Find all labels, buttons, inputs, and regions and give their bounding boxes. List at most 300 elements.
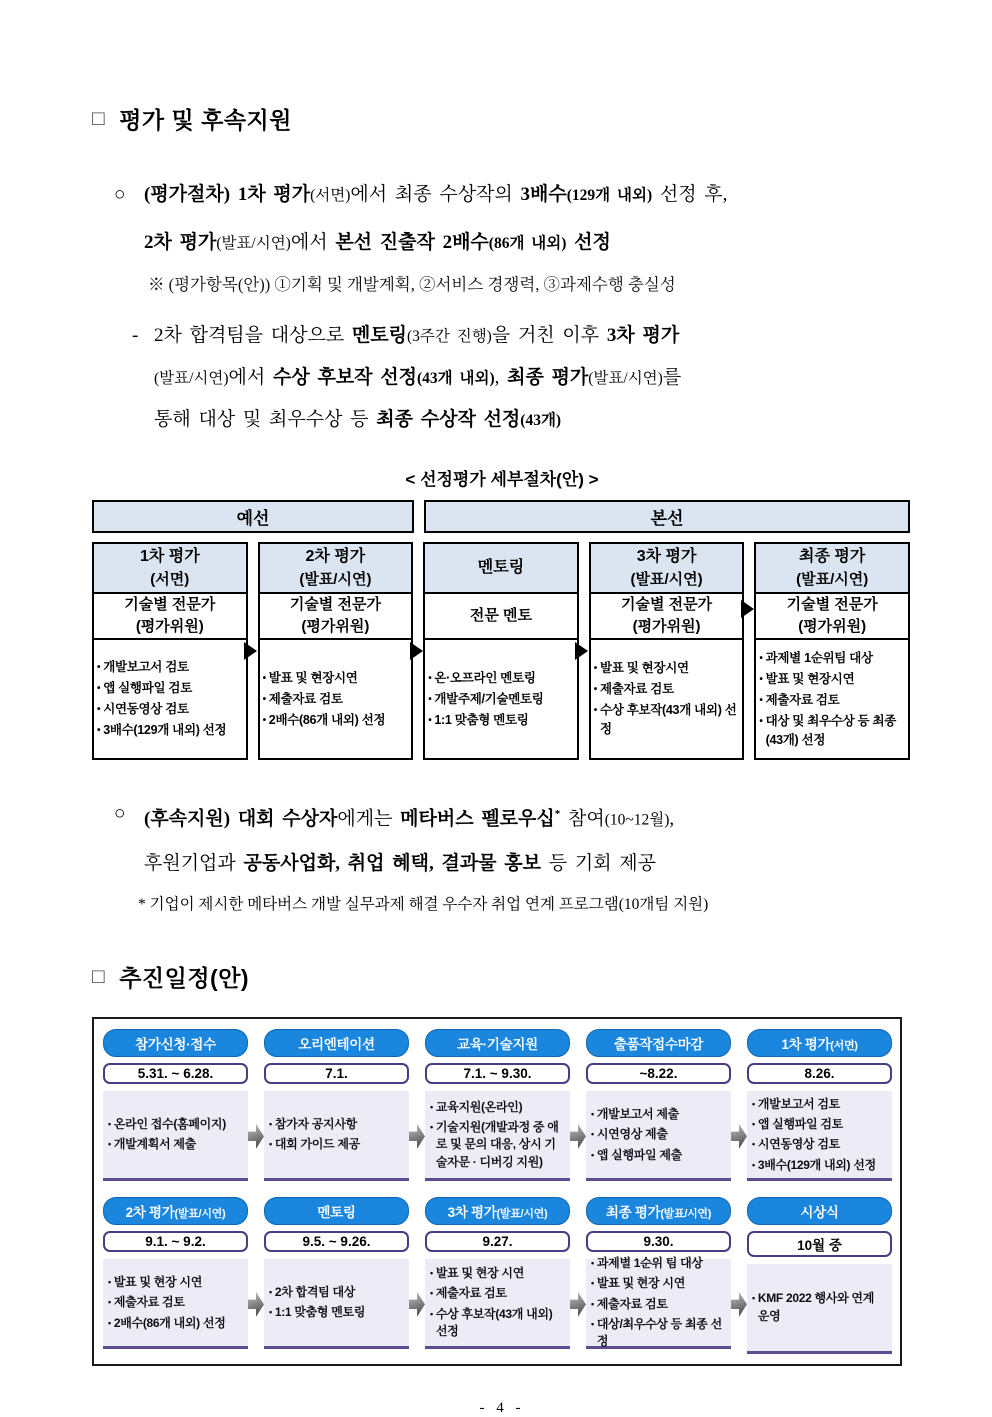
bullet-item [759,670,905,689]
table-caption: < 선정평가 세부절차(안) > [405,470,599,489]
card-title [747,1029,892,1057]
bullet-text: 참가자 공지사항 [274,1116,357,1131]
text-segment: (서면) [310,187,351,204]
schedule-card-education-support [425,1029,570,1181]
circle-bullet-icon: ○ [114,803,126,824]
table-columns-row [92,542,910,760]
bullet-dot-icon: • [430,1288,433,1299]
text-segment: 메타버스 펠로우십 [400,808,555,830]
text-segment: 2차 평가 [144,232,217,253]
bullet-text: 발표 및 현장 시연 [596,1276,686,1291]
bullet-dot-icon: • [262,693,266,705]
text-segment: 에서 [290,232,336,253]
circle-bullet-icon: ○ [114,184,126,205]
bullet-item [269,1136,404,1153]
bullet-text: 기술지원(개발과정 중 애로 및 문의 대응, 상시 기술자문 · 디버깅 지원) [435,1119,559,1169]
text-segment: (발표/시연) [154,370,229,387]
table-column-mentoring [423,542,579,760]
column-subtitle: (발표/시연) [299,570,372,588]
dash-bullet-icon: - [132,325,139,346]
text-segment: (평가절차) [144,184,238,205]
bullet-text: 발표 및 현장시연 [268,670,358,685]
card-title-paren: (서면) [830,1040,858,1053]
arrow-right-icon [741,600,754,618]
column-header [94,544,246,594]
card-bullet-list [264,1091,409,1181]
bullet-dot-icon: • [591,1298,594,1309]
bullet-dot-icon: • [97,704,101,715]
column-subtitle: (서면) [150,570,190,588]
bullet-item [752,1116,887,1133]
bullet-text: 시연동영상 검토 [757,1137,840,1152]
arrow-right-icon [570,1123,586,1149]
paragraph-support [114,792,912,886]
arrow-right-icon [575,642,588,660]
bullet-text: 대상 및 최우수상 등 최종(43개) 선정 [765,713,897,747]
card-title-text: 1차 평가 [781,1037,831,1053]
bullet-item [591,1296,726,1313]
text-segment: 최종 수상작 선정 [376,409,521,430]
bullet-item [263,690,409,709]
column-role [260,594,412,640]
bullet-text: 개발보고서 검토 [103,660,189,674]
text-segment: 본선 진출작 2배수 [335,232,489,253]
card-title-text: 최종 평가 [605,1205,661,1221]
section-heading-schedule [92,960,912,993]
card-title-text: 출품작접수마감 [613,1037,704,1053]
schedule-card-eval2 [103,1197,248,1354]
paragraph-lines [144,792,674,886]
bullet-dot-icon: • [108,1276,111,1287]
role-line: (평가위원) [632,618,701,635]
bullet-item [594,701,740,739]
group-header-finals: 본선 [424,500,910,533]
text-segment: 3배수 [520,184,567,205]
bullet-text: 개발계획서 제출 [113,1137,196,1152]
bullet-dot-icon: • [591,1108,594,1119]
schedule-row-2 [103,1197,891,1354]
card-bullet-list [586,1091,731,1181]
bullet-text: 과제별 1순위 팀 대상 [596,1255,703,1270]
table-column-eval1 [92,542,248,760]
card-title [425,1029,570,1057]
column-role [425,594,577,640]
paragraph-procedure [114,171,912,267]
bullet-item [108,1274,243,1291]
card-title [264,1029,409,1057]
card-title [747,1197,892,1225]
text-segment: 선정 후, [652,184,728,205]
text-segment: 2차 합격팀을 대상으로 [154,325,352,346]
column-title: 1차 평가 [139,548,200,566]
card-title [264,1197,409,1225]
bullet-item [269,1116,404,1133]
paragraph-lines [144,171,727,267]
bullet-item [430,1265,565,1282]
bullet-item [428,669,574,688]
bullet-dot-icon: • [591,1129,594,1140]
text-segment: (3주간 진행) [407,328,492,345]
bullet-dot-icon: • [269,1307,272,1318]
arrow-right-icon [410,642,423,660]
table-column-eval3 [589,542,745,760]
column-header [756,544,908,594]
bullet-text: 3배수(129개 내외) 선정 [103,723,227,737]
card-date: 9.27. [425,1231,570,1252]
bullet-dot-icon: • [428,672,432,684]
card-title-text: 교육·기술지원 [457,1037,538,1053]
bullet-dot-icon: • [752,1118,755,1129]
text-segment: , [494,367,508,388]
bullet-text: 교육지원(온라인) [435,1099,523,1114]
column-bullet-list [756,640,908,758]
paragraph-line [154,315,681,357]
column-role [94,594,246,640]
role-line: 기술별 전문가 [621,596,713,614]
bullet-item [108,1116,243,1133]
text-segment: (10~12월) [604,811,670,829]
paragraph-lines [154,315,681,441]
bullet-text: KMF 2022 행사와 연계 운영 [757,1291,875,1323]
text-segment: 에서 [228,367,273,388]
bullet-dot-icon: • [759,694,763,706]
schedule-card-submission-deadline [586,1029,731,1181]
bullet-dot-icon: • [262,714,266,726]
bullet-dot-icon: • [430,1101,433,1112]
card-title-text: 멘토링 [317,1205,356,1221]
arrow-right-icon [409,1123,425,1149]
bullet-dot-icon: • [591,1278,594,1289]
bullet-dot-icon: • [108,1139,111,1150]
card-title [586,1197,731,1225]
bullet-text: 개발주제/기술멘토링 [434,691,544,706]
document-content [92,0,912,1417]
text-segment: 선정 [566,232,611,253]
bullet-text: 수상 후보작(43개 내외) 선정 [599,703,737,736]
bullet-item [430,1099,565,1116]
bullet-text: 발표 및 현장시연 [765,671,855,686]
bullet-text: 온·오프라인 멘토링 [434,670,536,685]
bullet-item [752,1136,887,1153]
bullet-item [591,1106,726,1123]
column-bullet-list [260,640,412,758]
text-segment: (43개) [520,412,562,429]
schedule-card-eval1 [747,1029,892,1181]
card-title-text: 참가신청·접수 [135,1037,216,1053]
bullet-item [263,711,409,730]
text-segment: (후속지원) 대회 수상자 [144,808,338,830]
bullet-item [97,721,243,740]
text-segment: 를 [662,367,682,388]
bullet-item [263,669,409,688]
bullet-dot-icon: • [430,1121,433,1132]
bullet-text: 개발보고서 검토 [757,1096,840,1111]
text-segment: (발표/시연) [216,235,291,252]
bullet-dot-icon: • [759,652,763,664]
table-column-eval2 [258,542,414,760]
bullet-dot-icon: • [428,693,432,705]
card-date: 9.5. ~ 9.26. [264,1231,409,1252]
bullet-item [591,1126,726,1143]
card-date: 7.1. ~ 9.30. [425,1063,570,1084]
schedule-row-1 [103,1029,891,1181]
column-header [260,544,412,594]
bullet-item [430,1285,565,1302]
section-heading-evaluation [92,102,912,135]
bullet-item [752,1096,887,1113]
arrow-right-icon [570,1291,586,1317]
bullet-item [108,1294,243,1311]
bullet-item [430,1306,565,1341]
text-segment: 후원기업과 [144,853,244,875]
column-header [591,544,743,594]
bullet-dot-icon: • [269,1139,272,1150]
column-bullet-list [425,640,577,758]
schedule-card-final-eval [586,1197,731,1354]
bullet-item [430,1119,565,1171]
role-line: (평가위원) [301,618,370,635]
bullet-text: 1:1 맞춤형 멘토링 [434,712,529,727]
bullet-text: 제출자료 검토 [599,682,674,697]
bullet-item [591,1316,726,1351]
schedule-card-orientation [264,1029,409,1181]
bullet-dot-icon: • [752,1098,755,1109]
text-segment: 최종 평가 [507,367,589,388]
bullet-text: 제출자료 검토 [596,1296,668,1311]
bullet-text: 제출자료 검토 [765,692,840,707]
bullet-item [428,690,574,709]
role-line: 기술별 전문가 [124,596,216,614]
card-title-paren: (발표/시연) [496,1208,548,1221]
role-line: 전문 멘토 [469,607,533,625]
bullet-item [108,1315,243,1332]
text-segment: 멘토링 [351,325,407,346]
bullet-text: 앱 실행파일 검토 [757,1116,843,1131]
bullet-dot-icon: • [269,1118,272,1129]
paragraph-mentoring [132,315,912,441]
card-bullet-list [264,1259,409,1349]
text-segment: (43개 내외) [416,370,495,387]
bullet-text: 온라인 접수(홈페이지) [113,1116,226,1131]
page-number: - 4 - [479,1400,525,1417]
card-date: 10월 중 [747,1231,892,1257]
bullet-item [759,691,905,710]
card-title [425,1197,570,1225]
card-title-paren: (발표/시연) [174,1208,226,1221]
paragraph-line [154,399,681,441]
arrow-right-icon [248,1291,264,1317]
text-segment: 공동사업화, 취업 혜택, 결과물 홍보 [243,853,541,875]
card-date: 8.26. [747,1063,892,1084]
text-segment: 등 기회 제공 [541,853,657,875]
card-bullet-list [425,1091,570,1181]
bullet-item [594,659,740,678]
card-title-text: 2차 평가 [125,1205,175,1221]
text-segment: 3차 평가 [606,325,680,346]
card-bullet-list [747,1264,892,1354]
bullet-dot-icon: • [759,673,763,685]
text-segment: (129개 내외) [566,187,653,204]
bullet-item [591,1147,726,1164]
column-role [591,594,743,640]
bullet-text: 시연동영상 검토 [103,702,189,716]
bullet-text: 과제별 1순위팀 대상 [765,650,873,665]
card-date: 9.30. [586,1231,731,1252]
text-segment: 에게는 [337,808,401,830]
card-title [586,1029,731,1057]
bullet-item [269,1284,404,1301]
column-header [425,544,577,594]
schedule-card-award-ceremony [747,1197,892,1354]
role-line: 기술별 전문가 [289,596,381,614]
role-line: (평가위원) [135,618,204,635]
square-bullet-icon: □ [92,107,106,130]
column-title: 최종 평가 [799,548,866,566]
bullet-text: 수상 후보작(43개 내외) 선정 [435,1306,553,1339]
text-segment: , [669,808,675,830]
bullet-text: 발표 및 현장시연 [599,661,689,676]
bullet-item [97,700,243,719]
arrow-right-icon [731,1291,747,1317]
card-title-text: 3차 평가 [447,1205,497,1221]
card-title-text: 오리엔테이션 [298,1037,375,1053]
card-title [103,1029,248,1057]
card-title-paren: (발표/시연) [660,1208,712,1221]
bullet-dot-icon: • [430,1268,433,1279]
bullet-item [97,679,243,698]
bullet-item [759,712,905,750]
paragraph-line [144,842,674,886]
bullet-item [752,1290,887,1325]
bullet-item [591,1275,726,1292]
section-heading-text: 추진일정(안) [119,965,250,992]
bullet-text: 개발보고서 제출 [596,1106,679,1121]
table-column-final-eval [754,542,910,760]
column-subtitle: (발표/시연) [630,570,703,588]
bullet-dot-icon: • [269,1286,272,1297]
schedule-diagram [92,1017,902,1366]
column-title: 멘토링 [477,558,525,576]
bullet-item [752,1157,887,1174]
text-segment: 1차 평가 [237,184,311,205]
bullet-dot-icon: • [108,1297,111,1308]
bullet-text: 시연영상 제출 [596,1127,668,1142]
card-date: 9.1. ~ 9.2. [103,1231,248,1252]
arrow-right-icon [409,1291,425,1317]
card-date: ~8.22. [586,1063,731,1084]
card-bullet-list [103,1259,248,1349]
bullet-item [428,711,574,730]
bullet-text: 앱 실행파일 검토 [103,681,192,695]
selection-procedure-table [92,500,910,760]
card-bullet-list [103,1091,248,1181]
text-segment: 을 거친 이후 [491,325,607,346]
bullet-text: 2차 합격팀 대상 [274,1284,356,1299]
bullet-dot-icon: • [591,1149,594,1160]
bullet-text: 발표 및 현장 시연 [113,1274,203,1289]
paragraph-line [144,171,727,219]
bullet-dot-icon: • [97,683,101,694]
arrow-right-icon [731,1123,747,1149]
text-segment: 수상 후보작 선정 [273,367,417,388]
schedule-card-eval3 [425,1197,570,1354]
bullet-text: 3배수(129개 내외) 선정 [757,1157,876,1172]
bullet-dot-icon: • [591,1319,594,1330]
text-segment: * [554,808,561,820]
bullet-item [269,1304,404,1321]
role-line: 기술별 전문가 [786,596,878,614]
card-date: 5.31. ~ 6.28. [103,1063,248,1084]
bullet-dot-icon: • [752,1293,755,1304]
bullet-text: 제출자료 검토 [113,1295,185,1310]
column-title: 2차 평가 [305,548,366,566]
card-title [103,1197,248,1225]
text-segment: (86개 내외) [488,235,567,252]
card-bullet-list [586,1255,731,1349]
bullet-item [594,680,740,699]
card-bullet-list [747,1091,892,1181]
card-bullet-list [425,1259,570,1349]
bullet-dot-icon: • [759,715,763,727]
bullet-dot-icon: • [97,662,101,673]
paragraph-line [144,792,674,842]
text-segment: (발표/시연) [588,370,663,387]
bullet-dot-icon: • [108,1317,111,1328]
bullet-item [759,649,905,668]
column-bullet-list [591,640,743,758]
table-group-row [92,500,910,533]
role-line: (평가위원) [798,618,867,635]
bullet-item [97,658,243,677]
section-heading-text: 평가 및 후속지원 [119,107,292,133]
bullet-dot-icon: • [752,1139,755,1150]
bullet-text: 제출자료 검토 [435,1286,507,1301]
bullet-text: 앱 실행파일 제출 [596,1147,682,1162]
column-subtitle: (발표/시연) [796,570,869,588]
bullet-dot-icon: • [752,1159,755,1170]
bullet-dot-icon: • [593,705,597,717]
bullet-dot-icon: • [430,1308,433,1319]
paragraph-line [154,357,681,399]
bullet-text: 2배수(86개 내외) 선정 [268,712,386,727]
footnote-fellowship: * 기업이 제시한 메타버스 개발 실무과제 해결 우수자 취업 연계 프로그램(10개팀 지원) [138,896,709,914]
card-title-text: 시상식 [800,1205,839,1221]
column-bullet-list [94,640,246,758]
group-header-preliminary: 예선 [92,500,414,533]
bullet-text: 2배수(86개 내외) 선정 [113,1315,226,1330]
bullet-dot-icon: • [593,684,597,696]
bullet-item [108,1136,243,1153]
text-segment: 에서 최종 수상작의 [350,184,521,205]
column-title: 3차 평가 [636,548,697,566]
bullet-text: 대회 가이드 제공 [274,1137,360,1152]
note-evaluation-items: ※ (평가항목(안)) ①기획 및 개발계획, ②서비스 경쟁력, ③과제수행 충실성 [148,275,676,294]
paragraph-line [144,219,727,267]
bullet-dot-icon: • [262,672,266,684]
schedule-card-mentoring [264,1197,409,1354]
bullet-dot-icon: • [591,1257,594,1268]
card-date: 7.1. [264,1063,409,1084]
text-segment: 참여 [560,808,605,830]
text-segment: 통해 대상 및 최우수상 등 [154,409,377,430]
bullet-text: 1:1 맞춤형 멘토링 [274,1305,366,1320]
bullet-text: 제출자료 검토 [268,691,343,706]
bullet-dot-icon: • [97,725,101,736]
bullet-item [591,1255,726,1272]
column-role [756,594,908,640]
schedule-card-application [103,1029,248,1181]
bullet-dot-icon: • [428,714,432,726]
